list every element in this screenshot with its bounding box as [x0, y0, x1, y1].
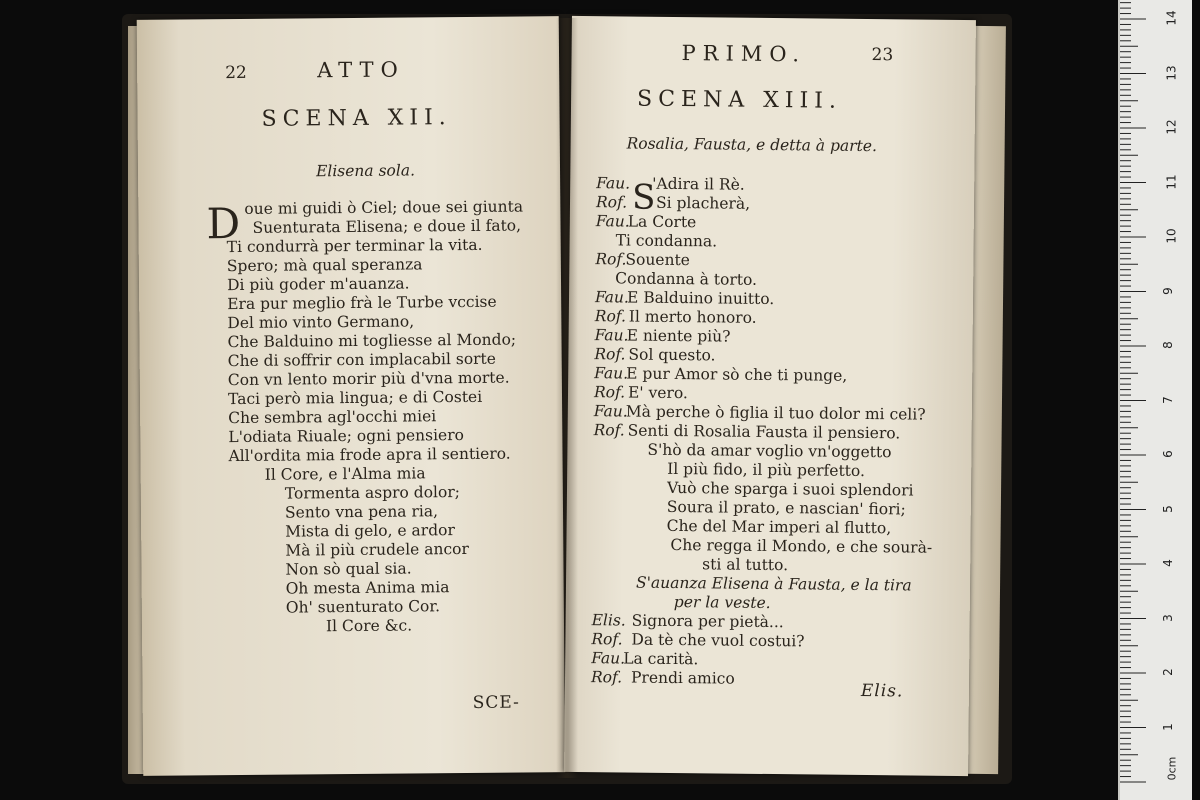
speaker: Rof. — [594, 307, 627, 326]
verse-line: oue mi guidi ò Ciel; doue sei giunta — [244, 197, 524, 218]
dialogue-line: Condanna à torto. — [615, 269, 758, 289]
dialogue-line: Rof. Il merto honoro. — [594, 307, 757, 327]
verse-line: Era pur meglio frà le Turbe vccise — [227, 292, 497, 314]
ruler-number: 14 — [1164, 10, 1179, 26]
verse-line: Taci però mia lingua; e di Costei — [227, 387, 483, 409]
speaker: Fau. — [591, 649, 626, 668]
right-page — [564, 16, 976, 776]
right-scene-subtitle: Rosalia, Fausta, e detta à parte. — [626, 134, 878, 156]
verse-line: Che sembra agl'occhi miei — [228, 407, 437, 428]
verse-line: Il Core, e l'Alma mia — [264, 464, 426, 484]
dialogue-line: Fau.E niente più? — [594, 326, 731, 346]
dialogue-line: Rof. Si placherà, — [595, 193, 751, 213]
ruler-number: 10 — [1164, 228, 1179, 244]
stage-direction: S'auanza Elisena à Fausta, e la tira — [635, 573, 912, 595]
left-scene-title: SCENA XII. — [261, 105, 452, 132]
right-catchword: Elis. — [860, 680, 904, 702]
left-catchword: SCE- — [472, 692, 520, 713]
ruler-number: 2 — [1160, 668, 1175, 676]
verse-line: Ti condurrà per terminar la vita. — [226, 235, 483, 257]
right-drop-cap: S — [631, 177, 656, 218]
dialogue-line: Rof.Souente — [595, 250, 691, 270]
ruler-number: 6 — [1160, 450, 1175, 458]
verse-line: Sento vna pena ria, — [284, 502, 439, 522]
speaker: Rof. — [594, 345, 626, 364]
ruler-number: 5 — [1160, 504, 1175, 513]
speaker: Fau. — [594, 288, 629, 307]
verse-line: Spero; mà qual speranza — [226, 255, 423, 276]
speaker: Rof. — [593, 421, 625, 440]
right-dialogue — [565, 174, 970, 691]
dialogue-line: Soura il prato, e nascian' fiori; — [666, 497, 906, 519]
verse-line: All'ordita mia frode apra il sentiero. — [228, 444, 511, 466]
dialogue-line: Rof. E' vero. — [593, 383, 688, 403]
right-running-head: PRIMO. — [681, 41, 807, 67]
speaker: Rof. — [595, 193, 628, 212]
dialogue-line: Rof. Senti di Rosalia Fausta il pensiero. — [593, 421, 901, 443]
speaker: Fau. — [596, 174, 631, 193]
dialogue-line: Che del Mar imperi al flutto, — [666, 516, 892, 538]
ruler-number: 3 — [1160, 613, 1175, 622]
left-drop-cap: D — [206, 198, 241, 249]
ruler-number: 4 — [1160, 559, 1175, 567]
verse-line: Con vn lento morir più d'vna morte. — [227, 368, 510, 390]
dialogue-line: Vuò che sparga i suoi splendori — [666, 478, 914, 500]
dialogue-line: Fau.E Balduino inuitto. — [594, 288, 775, 309]
measuring-ruler — [1118, 0, 1192, 800]
dialogue-line: Fau.Mà perche ò figlia il tuo dolor mi celi? — [593, 402, 926, 424]
ruler-number: 9 — [1160, 286, 1175, 295]
dialogue-line: Fau.La Corte — [595, 212, 697, 232]
ruler-unit-label: 0cm — [1165, 756, 1179, 781]
verse-line: Oh mesta Anima mia — [285, 578, 450, 598]
verse-line: Mà il più crudele ancor — [285, 539, 469, 560]
ruler-ticks — [1120, 0, 1192, 800]
verse-line: Suenturata Elisena; e doue il fato, — [252, 216, 522, 237]
right-scene-title: SCENA XIII. — [636, 86, 843, 114]
dialogue-line: Fau. 'Adira il Rè. — [596, 174, 745, 194]
dialogue-line: Rof. Sol questo. — [594, 345, 716, 365]
ruler-number: 12 — [1164, 119, 1179, 135]
book-gutter — [556, 18, 578, 778]
verse-line: Oh' suenturato Cor. — [285, 597, 441, 617]
dialogue-line: Rof. Prendi amico — [590, 668, 735, 688]
dialogue-line: Rof. Da tè che vuol costui? — [591, 630, 805, 651]
speaker: Rof. — [595, 250, 627, 269]
verse-line: L'odiata Riuale; ogni pensiero — [228, 426, 464, 447]
stage-direction: per la veste. — [673, 593, 771, 613]
right-page-number: 23 — [871, 45, 894, 66]
ruler-number: 7 — [1160, 395, 1175, 404]
speaker: Fau. — [594, 326, 629, 345]
dialogue-line: Ti condanna. — [615, 231, 718, 251]
verse-line: Tormenta aspro dolor; — [284, 483, 461, 503]
speaker: Fau. — [595, 212, 630, 231]
dialogue-line: sti al tutto. — [702, 555, 789, 575]
left-verse — [138, 197, 562, 638]
dialogue-line: Fau.La carità. — [591, 649, 699, 669]
ruler-number: 8 — [1160, 341, 1175, 349]
speaker: Elis. — [591, 611, 626, 630]
speaker: Rof. — [590, 668, 623, 687]
speaker: Fau. — [594, 364, 629, 383]
verse-line: Mista di gelo, e ardor — [285, 521, 455, 541]
verse-line: Di più goder m'auanza. — [226, 274, 410, 295]
dialogue-line: S'hò da amar voglio vn'oggetto — [647, 440, 892, 462]
dialogue-line: Che regga il Mondo, e che sourà- — [670, 535, 933, 557]
left-running-head: ATTO — [317, 57, 405, 83]
verse-line: Non sò qual sia. — [285, 559, 412, 579]
dialogue-line: Elis. Signora per pietà... — [591, 611, 784, 632]
speaker: Rof. — [593, 383, 626, 402]
verse-line: Che di soffrir con implacabil sorte — [227, 349, 496, 371]
left-scene-subtitle: Elisena sola. — [315, 161, 416, 181]
ruler-number: 1 — [1160, 722, 1175, 731]
dialogue-line: Fau.E pur Amor sò che ti punge, — [594, 364, 848, 385]
dialogue-line: Il più fido, il più perfetto. — [667, 459, 866, 480]
ruler-number: 13 — [1164, 64, 1179, 81]
speaker: Fau. — [593, 402, 628, 421]
left-page — [137, 16, 566, 776]
ruler-number: 11 — [1164, 173, 1179, 190]
verse-line: Che Balduino mi togliesse al Mondo; — [227, 330, 517, 352]
speaker: Rof. — [591, 630, 623, 649]
verse-line: Del mio vinto Germano, — [227, 312, 415, 333]
verse-line: Il Core &c. — [325, 616, 413, 636]
left-page-number: 22 — [225, 62, 247, 84]
